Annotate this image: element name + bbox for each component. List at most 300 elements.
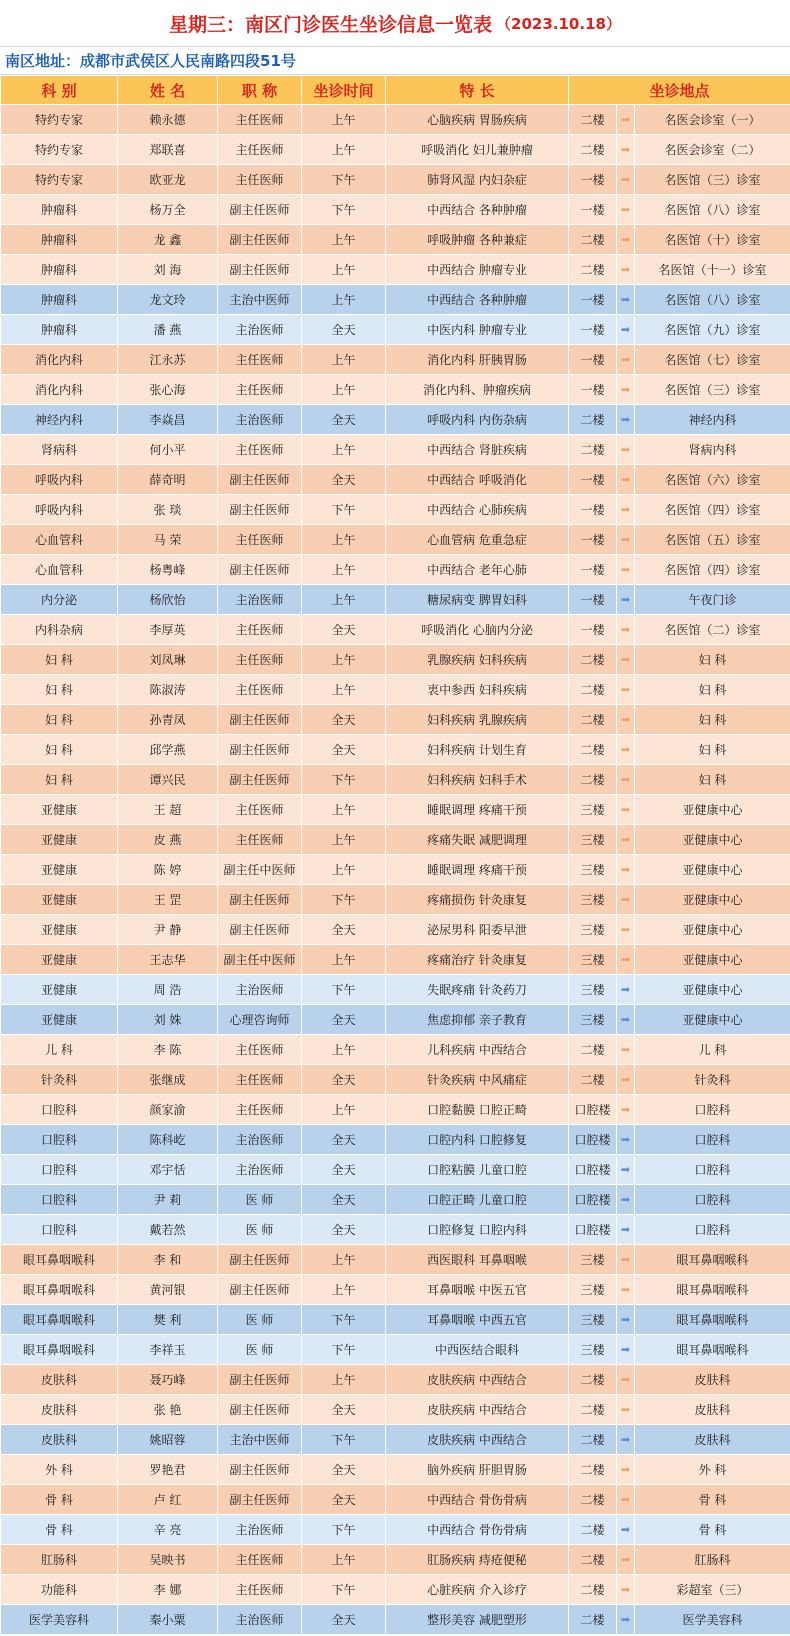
table-row [1, 855, 790, 885]
cell-name: 张继成 [118, 1065, 218, 1095]
cell-dept: 口腔科 [1, 1215, 118, 1245]
table-row [1, 1515, 790, 1545]
cell-floor: 二楼 [569, 1365, 617, 1395]
cell-dept: 口腔科 [1, 1125, 118, 1155]
cell-specialty: 皮肤疾病 中西结合 [386, 1365, 569, 1395]
cell-floor: 一楼 [569, 555, 617, 585]
cell-room: 名医馆（四）诊室 [635, 555, 790, 585]
table-row [1, 1215, 790, 1245]
cell-room: 名医馆（五）诊室 [635, 525, 790, 555]
cell-title: 主任医师 [218, 615, 302, 645]
cell-dept: 骨 科 [1, 1485, 118, 1515]
cell-title: 主任医师 [218, 675, 302, 705]
cell-floor: 二楼 [569, 1425, 617, 1455]
cell-room: 眼耳鼻咽喉科 [635, 1335, 790, 1365]
table-row [1, 825, 790, 855]
cell-room: 口腔科 [635, 1095, 790, 1125]
cell-dept: 亚健康 [1, 855, 118, 885]
arrow-right-icon: ➡ [617, 405, 635, 435]
arrow-right-icon: ➡ [617, 1485, 635, 1515]
cell-specialty: 耳鼻咽喉 中医五官 [386, 1275, 569, 1305]
schedule-table [0, 75, 790, 1635]
cell-time: 上午 [302, 345, 386, 375]
cell-time: 上午 [302, 375, 386, 405]
cell-room: 骨 科 [635, 1515, 790, 1545]
cell-dept: 亚健康 [1, 915, 118, 945]
cell-dept: 针灸科 [1, 1065, 118, 1095]
cell-time: 全天 [302, 915, 386, 945]
arrow-right-icon: ➡ [617, 975, 635, 1005]
cell-name: 邱学燕 [118, 735, 218, 765]
cell-specialty: 心脑疾病 胃肠疾病 [386, 105, 569, 135]
cell-dept: 呼吸内科 [1, 495, 118, 525]
cell-name: 聂巧峰 [118, 1365, 218, 1395]
cell-name: 马 荣 [118, 525, 218, 555]
arrow-right-icon: ➡ [617, 585, 635, 615]
arrow-right-icon: ➡ [617, 375, 635, 405]
cell-room: 彩超室（三） [635, 1575, 790, 1605]
cell-room: 眼耳鼻咽喉科 [635, 1245, 790, 1275]
cell-time: 下午 [302, 975, 386, 1005]
arrow-right-icon: ➡ [617, 795, 635, 825]
arrow-right-icon: ➡ [617, 285, 635, 315]
cell-title: 副主任医师 [218, 225, 302, 255]
cell-title: 副主任医师 [218, 705, 302, 735]
cell-specialty: 中医内科 肿瘤专业 [386, 315, 569, 345]
cell-title: 主任医师 [218, 105, 302, 135]
arrow-right-icon: ➡ [617, 675, 635, 705]
arrow-right-icon: ➡ [617, 495, 635, 525]
cell-floor: 口腔楼 [569, 1155, 617, 1185]
cell-title: 主任医师 [218, 1065, 302, 1095]
cell-title: 主治医师 [218, 585, 302, 615]
cell-specialty: 糖尿病变 脾胃妇科 [386, 585, 569, 615]
cell-time: 下午 [302, 1305, 386, 1335]
cell-specialty: 睡眠调理 疼痛干预 [386, 855, 569, 885]
table-row [1, 975, 790, 1005]
cell-floor: 二楼 [569, 255, 617, 285]
cell-floor: 一楼 [569, 375, 617, 405]
cell-title: 副主任医师 [218, 1485, 302, 1515]
address-line: 南区地址：成都市武侯区人民南路四段51号 [0, 47, 790, 75]
cell-room: 亚健康中心 [635, 855, 790, 885]
cell-name: 刘 海 [118, 255, 218, 285]
cell-dept: 亚健康 [1, 795, 118, 825]
cell-floor: 一楼 [569, 465, 617, 495]
header-time: 坐诊时间 [302, 76, 386, 105]
cell-floor: 一楼 [569, 495, 617, 525]
cell-title: 副主任医师 [218, 1245, 302, 1275]
cell-specialty: 西医眼科 耳鼻咽喉 [386, 1245, 569, 1275]
cell-specialty: 口腔修复 口腔内科 [386, 1215, 569, 1245]
cell-specialty: 呼吸消化 妇儿兼肿瘤 [386, 135, 569, 165]
cell-name: 吴映书 [118, 1545, 218, 1575]
cell-dept: 内分泌 [1, 585, 118, 615]
cell-room: 妇 科 [635, 765, 790, 795]
cell-time: 上午 [302, 525, 386, 555]
cell-dept: 功能科 [1, 1575, 118, 1605]
cell-dept: 亚健康 [1, 945, 118, 975]
title-text: 星期三：南区门诊医生坐诊信息一览表 [169, 13, 493, 36]
cell-title: 副主任医师 [218, 465, 302, 495]
cell-name: 戴若然 [118, 1215, 218, 1245]
cell-specialty: 中西结合 心肺疾病 [386, 495, 569, 525]
cell-title: 副主任医师 [218, 255, 302, 285]
table-row [1, 735, 790, 765]
cell-time: 全天 [302, 1215, 386, 1245]
cell-room: 亚健康中心 [635, 915, 790, 945]
cell-specialty: 中西结合 呼吸消化 [386, 465, 569, 495]
cell-floor: 二楼 [569, 225, 617, 255]
cell-title: 主任医师 [218, 375, 302, 405]
cell-title: 副主任医师 [218, 885, 302, 915]
table-row [1, 615, 790, 645]
cell-name: 姚昭蓉 [118, 1425, 218, 1455]
cell-floor: 二楼 [569, 1395, 617, 1425]
arrow-right-icon: ➡ [617, 945, 635, 975]
arrow-right-icon: ➡ [617, 765, 635, 795]
cell-name: 尹 莉 [118, 1185, 218, 1215]
cell-title: 主任医师 [218, 345, 302, 375]
cell-dept: 心血管科 [1, 525, 118, 555]
cell-specialty: 呼吸消化 心脑内分泌 [386, 615, 569, 645]
cell-floor: 二楼 [569, 1035, 617, 1065]
cell-room: 妇 科 [635, 675, 790, 705]
cell-dept: 肿瘤科 [1, 225, 118, 255]
cell-room: 名医会诊室（一） [635, 105, 790, 135]
cell-floor: 二楼 [569, 135, 617, 165]
cell-dept: 神经内科 [1, 405, 118, 435]
cell-floor: 二楼 [569, 765, 617, 795]
cell-room: 午夜门诊 [635, 585, 790, 615]
cell-title: 主治医师 [218, 1125, 302, 1155]
table-row [1, 1485, 790, 1515]
cell-specialty: 口腔黏膜 口腔正畸 [386, 1095, 569, 1125]
cell-floor: 一楼 [569, 315, 617, 345]
cell-dept: 特约专家 [1, 105, 118, 135]
table-row [1, 1545, 790, 1575]
cell-name: 何小平 [118, 435, 218, 465]
cell-title: 主任医师 [218, 645, 302, 675]
cell-name: 杨粤峰 [118, 555, 218, 585]
cell-title: 医 师 [218, 1215, 302, 1245]
table-row [1, 705, 790, 735]
cell-dept: 肾病科 [1, 435, 118, 465]
cell-dept: 皮肤科 [1, 1365, 118, 1395]
cell-time: 上午 [302, 1545, 386, 1575]
cell-room: 亚健康中心 [635, 975, 790, 1005]
cell-title: 副主任医师 [218, 915, 302, 945]
cell-floor: 一楼 [569, 165, 617, 195]
cell-name: 辛 亮 [118, 1515, 218, 1545]
title-date: （2023.10.18） [496, 14, 621, 33]
cell-specialty: 中西结合 骨伤骨病 [386, 1515, 569, 1545]
cell-specialty: 疼痛治疗 针灸康复 [386, 945, 569, 975]
cell-name: 赖永德 [118, 105, 218, 135]
cell-title: 主任医师 [218, 1575, 302, 1605]
table-row [1, 555, 790, 585]
cell-room: 亚健康中心 [635, 885, 790, 915]
cell-time: 全天 [302, 315, 386, 345]
cell-dept: 亚健康 [1, 825, 118, 855]
cell-title: 主任医师 [218, 795, 302, 825]
cell-name: 李祥玉 [118, 1335, 218, 1365]
cell-dept: 皮肤科 [1, 1425, 118, 1455]
arrow-right-icon: ➡ [617, 1185, 635, 1215]
cell-name: 孙青凤 [118, 705, 218, 735]
cell-specialty: 针灸疾病 中风痛症 [386, 1065, 569, 1095]
cell-room: 名医馆（三）诊室 [635, 165, 790, 195]
cell-dept: 妇 科 [1, 735, 118, 765]
cell-specialty: 皮肤疾病 中西结合 [386, 1395, 569, 1425]
cell-floor: 二楼 [569, 1545, 617, 1575]
cell-room: 口腔科 [635, 1185, 790, 1215]
cell-title: 主任医师 [218, 525, 302, 555]
table-row [1, 795, 790, 825]
cell-floor: 二楼 [569, 405, 617, 435]
arrow-right-icon: ➡ [617, 1155, 635, 1185]
arrow-right-icon: ➡ [617, 1215, 635, 1245]
table-row [1, 525, 790, 555]
table-row [1, 1125, 790, 1155]
cell-name: 樊 利 [118, 1305, 218, 1335]
cell-specialty: 疼痛失眠 减肥调理 [386, 825, 569, 855]
cell-title: 主治医师 [218, 975, 302, 1005]
arrow-right-icon: ➡ [617, 825, 635, 855]
header-title: 职 称 [218, 76, 302, 105]
cell-title: 主治医师 [218, 405, 302, 435]
cell-floor: 三楼 [569, 885, 617, 915]
cell-room: 神经内科 [635, 405, 790, 435]
cell-floor: 二楼 [569, 1515, 617, 1545]
table-row [1, 645, 790, 675]
arrow-right-icon: ➡ [617, 1005, 635, 1035]
cell-room: 名医馆（十）诊室 [635, 225, 790, 255]
cell-dept: 外 科 [1, 1455, 118, 1485]
cell-name: 刘凤琳 [118, 645, 218, 675]
cell-dept: 儿 科 [1, 1035, 118, 1065]
table-row [1, 1575, 790, 1605]
cell-title: 主治中医师 [218, 285, 302, 315]
cell-name: 李 陈 [118, 1035, 218, 1065]
cell-room: 儿 科 [635, 1035, 790, 1065]
cell-name: 秦小粟 [118, 1605, 218, 1635]
arrow-right-icon: ➡ [617, 615, 635, 645]
cell-time: 全天 [302, 1185, 386, 1215]
arrow-right-icon: ➡ [617, 315, 635, 345]
cell-time: 全天 [302, 735, 386, 765]
cell-room: 亚健康中心 [635, 945, 790, 975]
table-row [1, 1185, 790, 1215]
cell-floor: 三楼 [569, 855, 617, 885]
arrow-right-icon: ➡ [617, 1455, 635, 1485]
cell-time: 全天 [302, 405, 386, 435]
cell-name: 潘 燕 [118, 315, 218, 345]
arrow-right-icon: ➡ [617, 165, 635, 195]
cell-room: 皮肤科 [635, 1425, 790, 1455]
cell-time: 下午 [302, 1575, 386, 1605]
cell-title: 副主任医师 [218, 555, 302, 585]
cell-floor: 二楼 [569, 1065, 617, 1095]
cell-name: 罗艳君 [118, 1455, 218, 1485]
cell-title: 心理咨询师 [218, 1005, 302, 1035]
cell-specialty: 疼痛损伤 针灸康复 [386, 885, 569, 915]
arrow-right-icon: ➡ [617, 1065, 635, 1095]
cell-room: 皮肤科 [635, 1395, 790, 1425]
cell-specialty: 中西结合 各种肿瘤 [386, 285, 569, 315]
cell-name: 郑联喜 [118, 135, 218, 165]
cell-specialty: 消化内科 肝胰胃肠 [386, 345, 569, 375]
cell-title: 主治医师 [218, 1515, 302, 1545]
cell-specialty: 口腔粘膜 儿童口腔 [386, 1155, 569, 1185]
header-location: 坐诊地点 [569, 76, 790, 105]
table-row [1, 585, 790, 615]
cell-name: 江永苏 [118, 345, 218, 375]
arrow-right-icon: ➡ [617, 915, 635, 945]
cell-name: 王 罡 [118, 885, 218, 915]
cell-name: 欧亚龙 [118, 165, 218, 195]
cell-title: 副主任医师 [218, 1365, 302, 1395]
cell-time: 上午 [302, 675, 386, 705]
cell-name: 张 琰 [118, 495, 218, 525]
cell-title: 副主任医师 [218, 735, 302, 765]
cell-specialty: 中西医结合眼科 [386, 1335, 569, 1365]
arrow-right-icon: ➡ [617, 1515, 635, 1545]
table-row [1, 105, 790, 135]
cell-specialty: 心血管病 危重急症 [386, 525, 569, 555]
cell-name: 颜家渝 [118, 1095, 218, 1125]
cell-time: 全天 [302, 1125, 386, 1155]
cell-floor: 一楼 [569, 585, 617, 615]
arrow-right-icon: ➡ [617, 1335, 635, 1365]
cell-time: 全天 [302, 1155, 386, 1185]
table-row [1, 675, 790, 705]
cell-floor: 二楼 [569, 1455, 617, 1485]
cell-specialty: 衷中参西 妇科疾病 [386, 675, 569, 705]
cell-time: 上午 [302, 1365, 386, 1395]
table-row [1, 1425, 790, 1455]
cell-specialty: 口腔内科 口腔修复 [386, 1125, 569, 1155]
cell-floor: 口腔楼 [569, 1095, 617, 1125]
cell-time: 下午 [302, 1515, 386, 1545]
cell-dept: 亚健康 [1, 885, 118, 915]
cell-time: 下午 [302, 1335, 386, 1365]
cell-dept: 肿瘤科 [1, 315, 118, 345]
cell-dept: 内科杂病 [1, 615, 118, 645]
cell-name: 陈 婷 [118, 855, 218, 885]
cell-room: 名医会诊室（二） [635, 135, 790, 165]
cell-time: 全天 [302, 1605, 386, 1635]
cell-name: 黄河银 [118, 1275, 218, 1305]
cell-time: 上午 [302, 645, 386, 675]
cell-floor: 二楼 [569, 675, 617, 705]
table-row [1, 1605, 790, 1635]
cell-name: 王志华 [118, 945, 218, 975]
cell-room: 肾病内科 [635, 435, 790, 465]
arrow-right-icon: ➡ [617, 1605, 635, 1635]
cell-dept: 肿瘤科 [1, 255, 118, 285]
cell-dept: 医学美容科 [1, 1605, 118, 1635]
cell-floor: 二楼 [569, 1485, 617, 1515]
cell-room: 妇 科 [635, 645, 790, 675]
cell-time: 全天 [302, 705, 386, 735]
cell-dept: 妇 科 [1, 675, 118, 705]
arrow-right-icon: ➡ [617, 225, 635, 255]
cell-time: 上午 [302, 825, 386, 855]
cell-room: 名医馆（九）诊室 [635, 315, 790, 345]
table-row [1, 1365, 790, 1395]
cell-dept: 特约专家 [1, 135, 118, 165]
arrow-right-icon: ➡ [617, 1245, 635, 1275]
arrow-right-icon: ➡ [617, 465, 635, 495]
cell-specialty: 整形美容 减肥塑形 [386, 1605, 569, 1635]
cell-specialty: 中西结合 骨伤骨病 [386, 1485, 569, 1515]
arrow-right-icon: ➡ [617, 1545, 635, 1575]
table-row [1, 1155, 790, 1185]
cell-dept: 呼吸内科 [1, 465, 118, 495]
cell-floor: 三楼 [569, 1305, 617, 1335]
cell-dept: 亚健康 [1, 1005, 118, 1035]
cell-room: 名医馆（二）诊室 [635, 615, 790, 645]
cell-title: 副主任中医师 [218, 855, 302, 885]
table-row [1, 1005, 790, 1035]
table-row [1, 1395, 790, 1425]
cell-dept: 消化内科 [1, 345, 118, 375]
cell-floor: 三楼 [569, 1275, 617, 1305]
cell-time: 下午 [302, 195, 386, 225]
cell-name: 刘 姝 [118, 1005, 218, 1035]
cell-name: 李焱昌 [118, 405, 218, 435]
cell-room: 针灸科 [635, 1065, 790, 1095]
table-row [1, 1065, 790, 1095]
cell-room: 名医馆（三）诊室 [635, 375, 790, 405]
cell-name: 李 和 [118, 1245, 218, 1275]
arrow-right-icon: ➡ [617, 735, 635, 765]
cell-specialty: 儿科疾病 中西结合 [386, 1035, 569, 1065]
cell-floor: 三楼 [569, 975, 617, 1005]
table-row [1, 345, 790, 375]
header-specialty: 特 长 [386, 76, 569, 105]
arrow-right-icon: ➡ [617, 705, 635, 735]
table-row [1, 765, 790, 795]
cell-title: 医 师 [218, 1335, 302, 1365]
cell-title: 主任医师 [218, 1545, 302, 1575]
cell-title: 主任医师 [218, 165, 302, 195]
arrow-right-icon: ➡ [617, 1275, 635, 1305]
arrow-right-icon: ➡ [617, 1425, 635, 1455]
cell-specialty: 呼吸肿瘤 各种兼症 [386, 225, 569, 255]
cell-floor: 二楼 [569, 1575, 617, 1605]
arrow-right-icon: ➡ [617, 195, 635, 225]
table-row [1, 1455, 790, 1485]
cell-room: 肛肠科 [635, 1545, 790, 1575]
table-body [1, 105, 790, 1635]
cell-specialty: 中西结合 老年心肺 [386, 555, 569, 585]
cell-floor: 二楼 [569, 1605, 617, 1635]
cell-floor: 一楼 [569, 345, 617, 375]
cell-floor: 三楼 [569, 1005, 617, 1035]
arrow-right-icon: ➡ [617, 885, 635, 915]
cell-title: 主治医师 [218, 315, 302, 345]
cell-dept: 肿瘤科 [1, 195, 118, 225]
cell-room: 名医馆（八）诊室 [635, 195, 790, 225]
cell-floor: 一楼 [569, 615, 617, 645]
cell-title: 副主任医师 [218, 1395, 302, 1425]
cell-time: 上午 [302, 435, 386, 465]
cell-time: 全天 [302, 1455, 386, 1485]
cell-time: 下午 [302, 1425, 386, 1455]
cell-time: 上午 [302, 855, 386, 885]
